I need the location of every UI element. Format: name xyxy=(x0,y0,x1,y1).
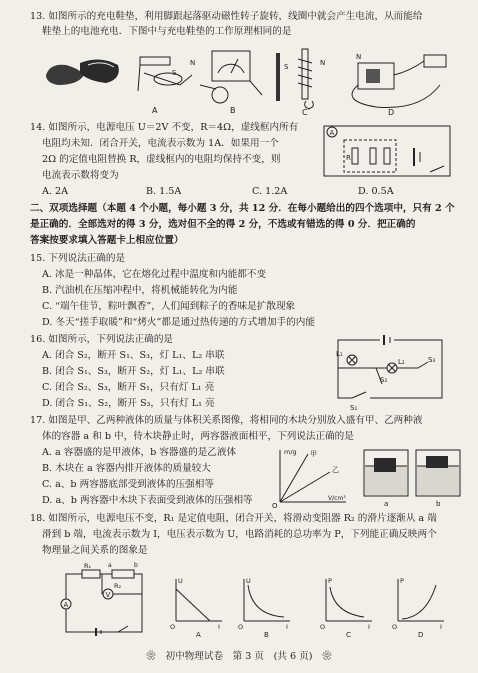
q14-stem-line2: 电阻均未知．闭合开关，电流表示数为 1A．如果用一个 xyxy=(42,138,279,149)
graph-b-y: U xyxy=(246,577,251,585)
footer-ornament-right-icon: ❀ xyxy=(312,651,332,662)
graph-a-origin: O xyxy=(170,623,176,631)
q18-stem-line3: 物理量之间关系的图象是 xyxy=(42,545,148,556)
q16-stem: 16. 如图所示，下列说法正确的是 xyxy=(30,334,174,345)
q15-option-c: C. “端午佳节，粽叶飘香”，人们闻到粽子的香味是扩散现象 xyxy=(42,301,296,312)
q14-option-c: C. 1.2A xyxy=(252,186,288,197)
q17-containers xyxy=(360,446,466,510)
label-voltmeter: V xyxy=(105,591,111,599)
label-r1: R₁ xyxy=(84,562,92,570)
section2-header-line3: 答案按要求填入答题卡上相应位置） xyxy=(30,235,184,246)
q18-stem-line1: 18. 如图所示，电源电压不变，R₁ 是定值电阻，闭合开关，将滑动变阻器 R₂ 的滑片逐渐从 a 端 xyxy=(30,513,437,524)
svg-text:A: A xyxy=(329,129,335,137)
q17-option-b: B. 木块在 a 容器内排开液体的质量较大 xyxy=(42,463,211,474)
graph-d-y: P xyxy=(400,577,404,585)
series-yi: 乙 xyxy=(332,466,339,474)
footer-ornament-left-icon: ❀ xyxy=(146,651,166,662)
graph-c-origin: O xyxy=(320,623,326,631)
figure-b xyxy=(200,51,262,103)
q14-stem-line4: 电流表示数将变为 xyxy=(42,170,119,181)
graph-c-y: P xyxy=(328,577,332,585)
graph-d-origin: O xyxy=(392,623,398,631)
graph-b-x: I xyxy=(286,623,288,631)
q18-circuit xyxy=(52,562,150,638)
graph-a-label: A xyxy=(196,631,201,639)
q16-option-d: D. 闭合 S₁、S₂，断开 S₃，只有灯 L₁ 亮 xyxy=(42,398,215,409)
graph-d-x: I xyxy=(440,623,442,631)
svg-text:N: N xyxy=(320,59,326,67)
container-a-label: a xyxy=(384,500,389,508)
label-r2: R₂ xyxy=(114,582,122,590)
q18-graph-c xyxy=(320,575,376,639)
q18-graph-d xyxy=(392,575,448,639)
footer-text: 初中物理试卷 第 3 页 (共 6 页) xyxy=(165,651,313,662)
q14-option-d: D. 0.5A xyxy=(358,186,394,197)
container-a xyxy=(364,450,408,496)
graph-x-label: V/cm³ xyxy=(328,495,346,502)
q14-option-b: B. 1.5A xyxy=(146,186,182,197)
container-b xyxy=(416,450,460,496)
q13-stem-line1: 13. 如图所示的充电鞋垫，利用脚跟起落驱动磁性转子旋转，线圈中就会产生电流，从而能给 xyxy=(30,11,423,22)
q17-option-a: A. a 容器盛的是甲液体，b 容器盛的是乙液体 xyxy=(42,447,237,458)
graph-c-label: C xyxy=(346,631,351,639)
q17-option-d: D. a、b 两容器中木块下表面受到液体的压强相等 xyxy=(42,495,253,506)
svg-text:R: R xyxy=(346,154,351,162)
q14-stem-line1: 14. 如图所示，电源电压 U＝2V 不变，R＝4Ω，虚线框内所有 xyxy=(30,122,299,133)
q15-stem: 15. 下列说法正确的是 xyxy=(30,253,126,264)
label-l1: L₁ xyxy=(336,350,343,358)
q14-circuit xyxy=(318,122,458,182)
label-l2: L₂ xyxy=(398,358,405,366)
figure-a xyxy=(138,57,195,91)
label-s3: S₃ xyxy=(428,356,436,364)
q18-graph-a xyxy=(170,575,226,639)
q16-option-c: C. 闭合 S₂、S₃，断开 S₁，只有灯 L₁ 亮 xyxy=(42,382,215,393)
insole-figure xyxy=(46,59,119,85)
svg-text:N: N xyxy=(190,59,196,67)
svg-text:S: S xyxy=(172,69,177,77)
graph-b-label: B xyxy=(264,631,269,639)
graph-y-label: m/g xyxy=(284,448,297,456)
q18-graph-b xyxy=(238,575,294,639)
label-s1: S₁ xyxy=(350,404,358,412)
graph-b-origin: O xyxy=(238,623,244,631)
svg-text:N: N xyxy=(356,53,362,61)
q15-option-d: D. 冬天“搓手取暖”和“烤火”都是通过热传递的方式增加手的内能 xyxy=(42,317,315,328)
label-ammeter: A xyxy=(63,601,69,609)
series-jia: 甲 xyxy=(310,450,317,458)
label-end-b: b xyxy=(134,562,138,569)
q16-option-b: B. 闭合 S₁、S₃，断开 S₂，灯 L₁、L₂ 串联 xyxy=(42,366,225,377)
figure-c xyxy=(276,49,325,109)
q15-option-a: A. 冰是一种晶体，它在熔化过程中温度和内能都不变 xyxy=(42,269,267,280)
label-c: C xyxy=(302,108,308,117)
q13-figures xyxy=(40,45,460,117)
section2-header-line1: 二、双项选择题（本题 4 个小题，每小题 3 分，共 12 分．在每小题给出的四个选项中，只有 2 个 xyxy=(30,203,455,214)
svg-text:S: S xyxy=(284,63,289,71)
label-d: D xyxy=(388,108,395,117)
figure-d xyxy=(352,53,446,108)
q15-option-b: B. 汽油机在压缩冲程中，将机械能转化为内能 xyxy=(42,285,238,296)
label-s2: S₂ xyxy=(380,376,388,384)
label-b: B xyxy=(230,106,236,115)
q17-stem-line1: 17. 如图是甲、乙两种液体的质量与体积关系图像，将相同的木块分别放入盛有甲、乙两种液 xyxy=(30,415,423,426)
section2-header-line2: 是正确的．全部选对的得 3 分，选对但不全的得 2 分，不选或有错选的得 0 分．把正确的 xyxy=(30,219,416,230)
q17-mv-graph xyxy=(272,446,352,510)
q16-circuit xyxy=(332,334,452,412)
q17-stem-line2: 体的容器 a 和 b 中，待木块静止时，两容器液面相平，下列说法正确的是 xyxy=(42,431,354,442)
graph-d-label: D xyxy=(418,631,424,639)
q17-option-c: C. a、b 两容器底部受到液体的压强相等 xyxy=(42,479,214,490)
graph-origin: O xyxy=(272,502,278,510)
q13-stem-line2: 鞋垫上的电池充电．下图中与充电鞋垫的工作原理相同的是 xyxy=(42,26,292,37)
graph-c-x: I xyxy=(368,623,370,631)
q14-option-a: A. 2A xyxy=(42,186,69,197)
container-b-label: b xyxy=(436,500,441,508)
q16-option-a: A. 闭合 S₂，断开 S₁、S₃，灯 L₁、L₂ 串联 xyxy=(42,350,225,361)
label-end-a: a xyxy=(108,562,112,569)
q18-stem-line2: 滑到 b 端，电流表示数为 I，电压表示数为 U，电路消耗的总功率为 P，下列能正确反映两个 xyxy=(42,529,437,540)
page-footer xyxy=(0,650,478,664)
graph-a-y: U xyxy=(178,577,183,585)
graph-a-x: I xyxy=(218,623,220,631)
q14-stem-line3: 2Ω 的定值电阻替换 R，虚线框内的电阻均保持不变，则 xyxy=(42,154,281,165)
label-a: A xyxy=(152,106,158,115)
